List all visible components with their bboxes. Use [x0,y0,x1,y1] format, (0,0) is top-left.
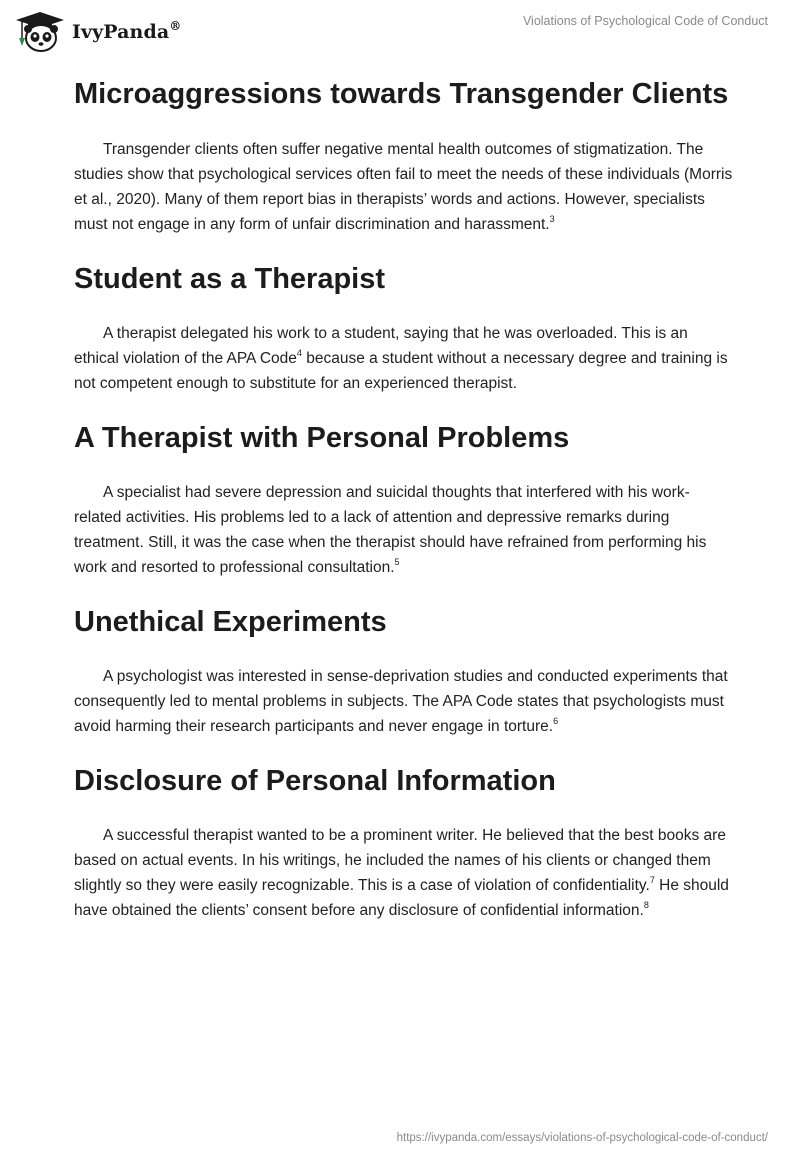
section-heading: A Therapist with Personal Problems [74,422,570,454]
section-disclosure [74,761,734,923]
section-microaggressions [74,74,734,237]
section-paragraph: A specialist had severe depression and suicidal thoughts that interfered with his work-related activities. His problems led to a lack of attention and depressive remarks during treatment. Still, it was the case when the therapist should have refrained from performing his work and resorted to professional consultation.$^5$ [74,484,707,576]
section-unethical-experiments [74,602,734,739]
registered-mark: ® [169,19,182,33]
section-personal-problems [74,418,734,580]
source-url[interactable]: https://ivypanda.com/essays/violations-of-psychological-code-of-conduct/ [396,1132,768,1144]
panda-graduate-icon [14,10,66,54]
logo-text: IvyPanda® [72,19,182,43]
section-paragraph: A therapist delegated his work to a student, saying that he was overloaded. This is an ethical violation of the APA Code$^4$ because a student without a necessary degree and training is not competent enough to substitute for an experienced therapist. [74,325,728,392]
section-student-therapist [74,259,734,396]
section-paragraph: A psychologist was interested in sense-deprivation studies and conducted experiments that consequently led to mental problems in subjects. The APA Code states that psychologists must avoid harming their research participants and never engage in torture.$^6$ [74,668,728,735]
footnote-ref[interactable]: 6 [553,715,559,726]
page-header [0,0,800,70]
section-paragraph: A successful therapist wanted to be a prominent writer. He believed that the best books are based on actual events. In his writings, he included the names of his clients or changed them slightly so they were easily recognizable. This is a case of violation of confidentiality.$^7$ He should have obtained the clients’ consent before any disclosure of confidential information.$^8$ [74,827,729,919]
footnote-ref[interactable]: 3 [549,213,555,224]
document-title: Violations of Psychological Code of Conduct [522,14,768,28]
section-heading: Student as a Therapist [74,263,386,295]
section-heading: Unethical Experiments [74,606,387,638]
footnote-ref[interactable]: 7 [649,874,655,885]
section-paragraph: Transgender clients often suffer negative mental health outcomes of stigmatization. The studies show that psychological services often fail to meet the needs of these individuals (Morris et al., 2020). Many of them report bias in therapists’ words and actions. However, specialists must not engage in any form of unfair discrimination and harassment.$^3$ [74,141,733,233]
footnote-ref[interactable]: 4 [296,347,302,358]
section-heading: Microaggressions towards Transgender Clients [74,78,729,110]
footnote-ref[interactable]: 5 [394,556,400,567]
footnote-ref[interactable]: 8 [643,899,649,910]
essay-content [74,70,734,923]
ivypanda-logo[interactable] [14,10,181,54]
section-heading: Disclosure of Personal Information [74,765,556,797]
